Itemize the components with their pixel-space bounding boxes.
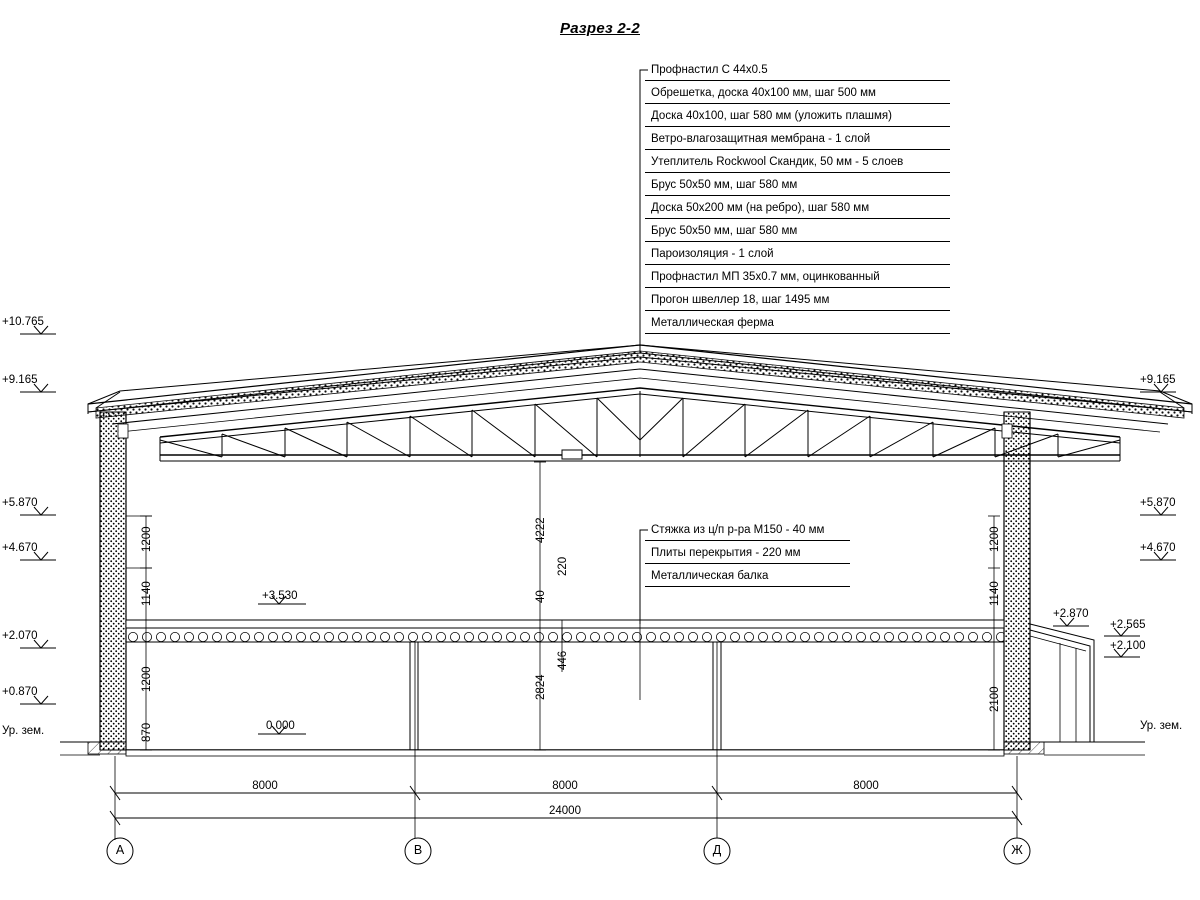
spec-row: Профнастил МП 35х0.7 мм, оцинкованный bbox=[645, 265, 950, 288]
spec-row: Ветро-влагозащитная мембрана - 1 слой bbox=[645, 127, 950, 150]
spec-row: Брус 50х50 мм, шаг 580 мм bbox=[645, 219, 950, 242]
spec-row: Профнастил С 44х0.5 bbox=[645, 58, 950, 81]
vertical-dimension: 2824 bbox=[535, 674, 547, 700]
elevation-mark: +4.670 bbox=[2, 542, 38, 554]
vertical-dimension: 1140 bbox=[141, 581, 153, 606]
vertical-dimension: 1140 bbox=[989, 581, 1001, 606]
elevation-mark: +2.870 bbox=[1053, 608, 1089, 620]
axis-label-b: В bbox=[413, 843, 423, 857]
elevation-mark: +2.100 bbox=[1110, 640, 1146, 652]
span-dimension: 8000 bbox=[552, 780, 578, 792]
axis-label-d: Д bbox=[712, 843, 722, 857]
axis-label-a: А bbox=[115, 843, 125, 857]
vertical-dimension: 1200 bbox=[989, 526, 1001, 552]
spec-row: Пароизоляция - 1 слой bbox=[645, 242, 950, 265]
span-dimension: 8000 bbox=[252, 780, 278, 792]
elevation-mark: +2.565 bbox=[1110, 619, 1146, 631]
vertical-dimension: 40 bbox=[535, 590, 547, 603]
spec-row: Стяжка из ц/п р-ра М150 - 40 мм bbox=[645, 518, 850, 541]
spec-row: Доска 40х100, шаг 580 мм (уложить плашмя) bbox=[645, 104, 950, 127]
vertical-dimension: 4222 bbox=[535, 517, 547, 543]
spec-row: Утеплитель Rockwool Скандик, 50 мм - 5 слоев bbox=[645, 150, 950, 173]
vertical-dimension: 1200 bbox=[141, 666, 153, 692]
spec-row: Плиты перекрытия - 220 мм bbox=[645, 541, 850, 564]
span-dimension: 8000 bbox=[853, 780, 879, 792]
ground-level-label-right: Ур. зем. bbox=[1140, 720, 1183, 732]
ground-level-label-left: Ур. зем. bbox=[2, 725, 45, 737]
level-mark: +3.530 bbox=[262, 590, 298, 602]
spec-row: Обрешетка, доска 40х100 мм, шаг 500 мм bbox=[645, 81, 950, 104]
axis-label-zh: Ж bbox=[1011, 843, 1023, 857]
spec-row: Металлическая балка bbox=[645, 564, 850, 587]
spec-row: Брус 50х50 мм, шаг 580 мм bbox=[645, 173, 950, 196]
elevation-mark: +9.165 bbox=[2, 374, 38, 386]
vertical-dimension: 220 bbox=[557, 556, 569, 576]
spec-row: Прогон швеллер 18, шаг 1495 мм bbox=[645, 288, 950, 311]
total-dimension: 24000 bbox=[549, 805, 581, 817]
elevation-mark: +5.870 bbox=[2, 497, 38, 509]
elevation-mark: +9.165 bbox=[1140, 374, 1176, 386]
elevation-mark: +4.670 bbox=[1140, 542, 1176, 554]
vertical-dimension: 870 bbox=[141, 722, 153, 742]
elevation-mark: +0.870 bbox=[2, 686, 38, 698]
spec-row: Доска 50х200 мм (на ребро), шаг 580 мм bbox=[645, 196, 950, 219]
vertical-dimension: 446 bbox=[557, 650, 569, 670]
page-title: Разрез 2-2 bbox=[559, 20, 640, 37]
floor-spec-table bbox=[645, 518, 850, 587]
level-mark: 0.000 bbox=[266, 720, 295, 732]
elevation-mark: +5.870 bbox=[1140, 497, 1176, 509]
elevation-mark: +2.070 bbox=[2, 630, 38, 642]
elevation-mark: +10.765 bbox=[2, 316, 44, 328]
vertical-dimension: 1200 bbox=[141, 526, 153, 552]
roof-spec-table bbox=[645, 58, 950, 334]
spec-row: Металлическая ферма bbox=[645, 311, 950, 334]
vertical-dimension: 2100 bbox=[989, 686, 1001, 712]
